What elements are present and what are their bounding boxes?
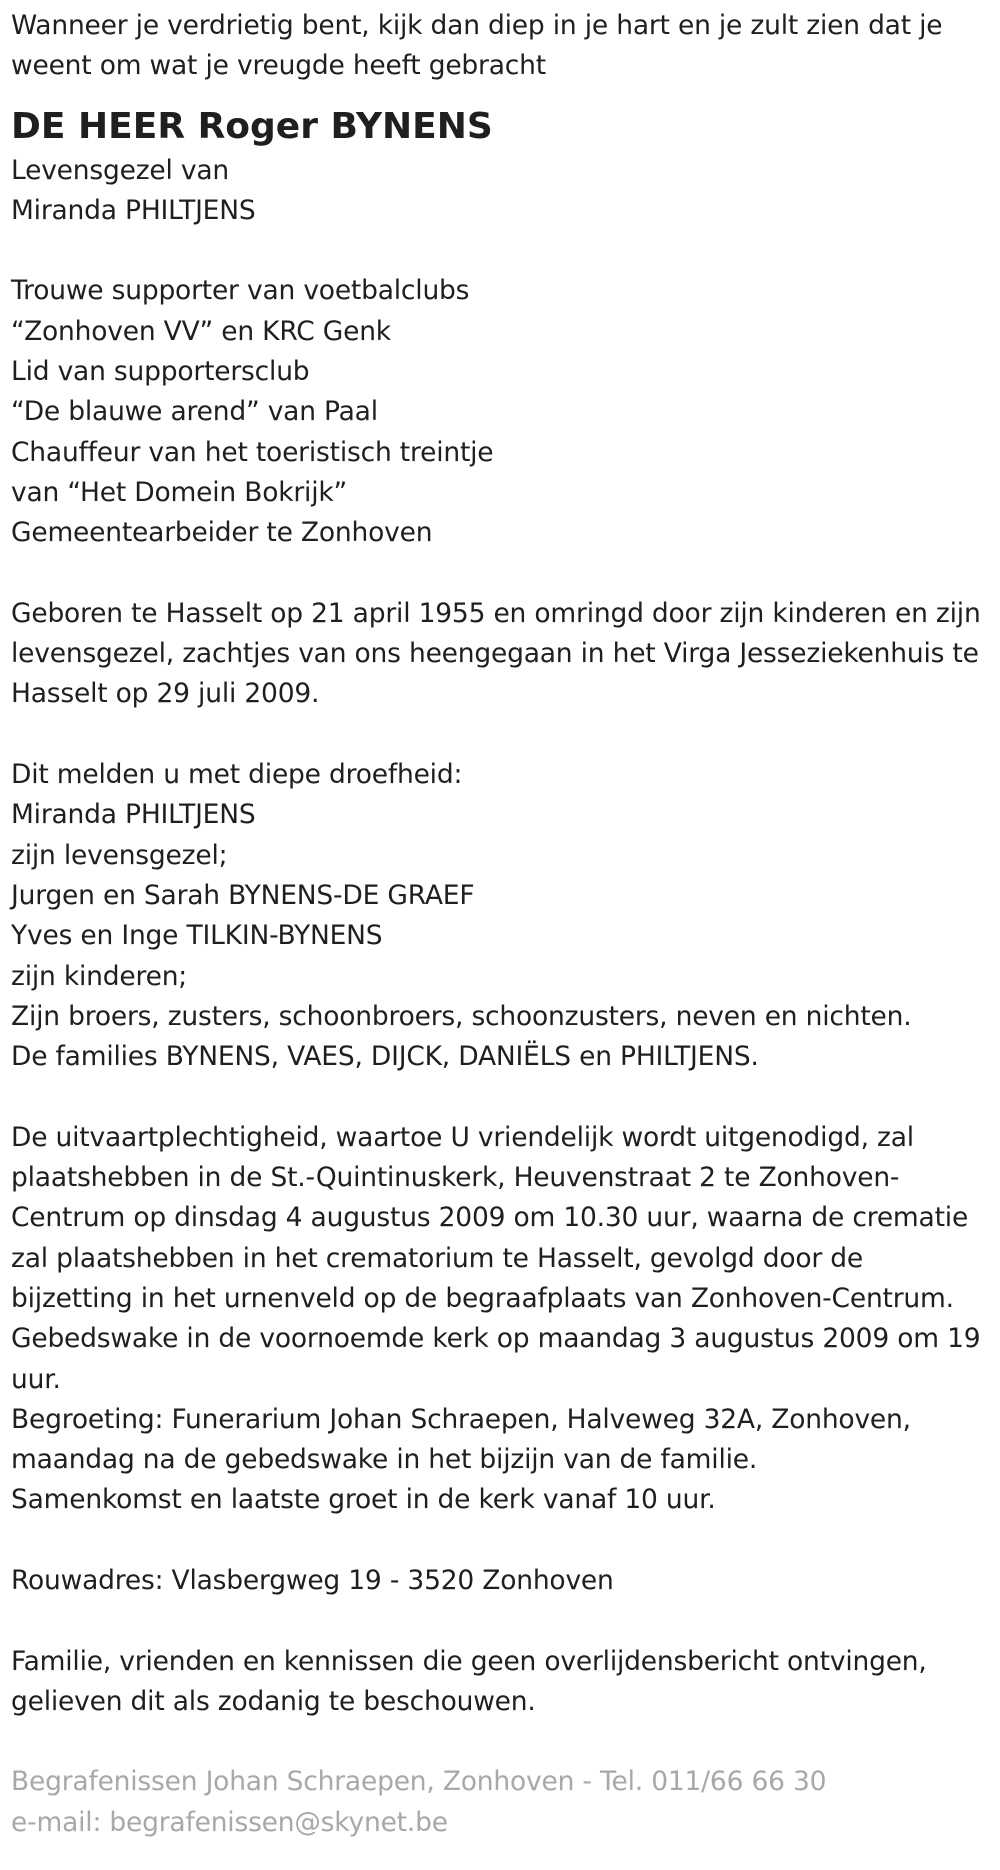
- birth-death-paragraph: [11, 594, 1000, 715]
- spacer: [11, 715, 1000, 755]
- ceremony-line: De uitvaartplechtigheid, waartoe U vriendelijk wordt uitgenodigd, zal: [11, 1121, 914, 1153]
- spacer: [11, 1077, 1000, 1117]
- spacer: [11, 1521, 1000, 1561]
- mourners-line: De families BYNENS, VAES, DIJCK, DANIËLS en PHILTJENS.: [11, 1041, 759, 1073]
- biography: [11, 271, 1000, 553]
- ceremony-line: Begroeting: Funerarium Johan Schraepen, Halveweg 32A, Zonhoven,: [11, 1403, 911, 1435]
- notice-line: Familie, vrienden en kennissen die geen overlijdensbericht ontvingen,: [11, 1645, 927, 1677]
- biography-line: “Zonhoven VV” en KRC Genk: [11, 315, 391, 347]
- spacer: [11, 231, 1000, 271]
- spacer: [11, 1722, 1000, 1762]
- paragraph-line: Hasselt op 29 juli 2009.: [11, 678, 320, 710]
- mourning-address: Rouwadres: Vlasbergweg 19 - 3520 Zonhoven: [11, 1564, 614, 1596]
- biography-line: van “Het Domein Bokrijk”: [11, 476, 348, 508]
- ceremony-line: zal plaatshebben in het crematorium te Hasselt, gevolgd door de: [11, 1242, 864, 1274]
- biography-line: “De blauwe arend” van Paal: [11, 396, 378, 428]
- mourners-line: Yves en Inge TILKIN-BYNENS: [11, 920, 383, 952]
- paragraph-line: levensgezel, zachtjes van ons heengegaan in het Virga Jesseziekenhuis te: [11, 638, 979, 670]
- biography-line: Lid van supportersclub: [11, 356, 310, 388]
- spacer: [11, 554, 1000, 594]
- funeral-home-email: e-mail: begrafenissen@skynet.be: [11, 1806, 448, 1838]
- ceremony-line: Gebedswake in de voornoemde kerk op maandag 3 augustus 2009 om 19: [11, 1323, 981, 1355]
- spacer: [11, 1601, 1000, 1641]
- ceremony-details: [11, 1118, 1000, 1521]
- ceremony-line: plaatshebben in de St.-Quintinuskerk, Heuvenstraat 2 te Zonhoven-: [11, 1162, 900, 1194]
- motto-line: Wanneer je verdrietig bent, kijk dan diep in je hart en je zult zien dat je: [11, 10, 943, 41]
- ceremony-line: Samenkomst en laatste groet in de kerk vanaf 10 uur.: [11, 1484, 716, 1516]
- ceremony-line: maandag na de gebedswake in het bijzijn van de familie.: [11, 1444, 758, 1476]
- notice: [11, 1642, 1000, 1723]
- mourners-line: zijn levensgezel;: [11, 839, 228, 871]
- paragraph-line: Geboren te Hasselt op 21 april 1955 en omringd door zijn kinderen en zijn: [11, 597, 981, 629]
- partner-line: Levensgezel van: [11, 154, 230, 186]
- ceremony-line: uur.: [11, 1363, 61, 1395]
- motto-line: weent om wat je vreugde heeft gebracht: [11, 50, 546, 82]
- mourners-line: Jurgen en Sarah BYNENS-DE GRAEF: [11, 879, 475, 911]
- ceremony-line: Centrum op dinsdag 4 augustus 2009 om 10.30 uur, waarna de crematie: [11, 1202, 969, 1234]
- mourners-line: Miranda PHILTJENS: [11, 799, 256, 831]
- mourners-line: Dit melden u met diepe droefheid:: [11, 759, 463, 791]
- biography-line: Trouwe supporter van voetbalclubs: [11, 275, 470, 307]
- ceremony-line: bijzetting in het urnenveld op de begraafplaats van Zonhoven-Centrum.: [11, 1282, 954, 1314]
- biography-line: Gemeentearbeider te Zonhoven: [11, 517, 433, 549]
- biography-line: Chauffeur van het toeristisch treintje: [11, 436, 494, 468]
- partner-line: Miranda PHILTJENS: [11, 194, 256, 226]
- partner-info: [11, 151, 1000, 232]
- funeral-home-contact: Begrafenissen Johan Schraepen, Zonhoven - Tel. 011/66 66 30: [11, 1766, 827, 1798]
- mourners-line: zijn kinderen;: [11, 960, 188, 992]
- mourners-line: Zijn broers, zusters, schoonbroers, schoonzusters, neven en nichten.: [11, 1000, 912, 1032]
- motto: [11, 6, 1000, 87]
- notice-line: gelieven dit als zodanig te beschouwen.: [11, 1685, 536, 1717]
- deceased-name: DE HEER Roger BYNENS: [11, 105, 493, 147]
- mourners-list: [11, 755, 1000, 1077]
- funeral-home-footer: [11, 1762, 1000, 1843]
